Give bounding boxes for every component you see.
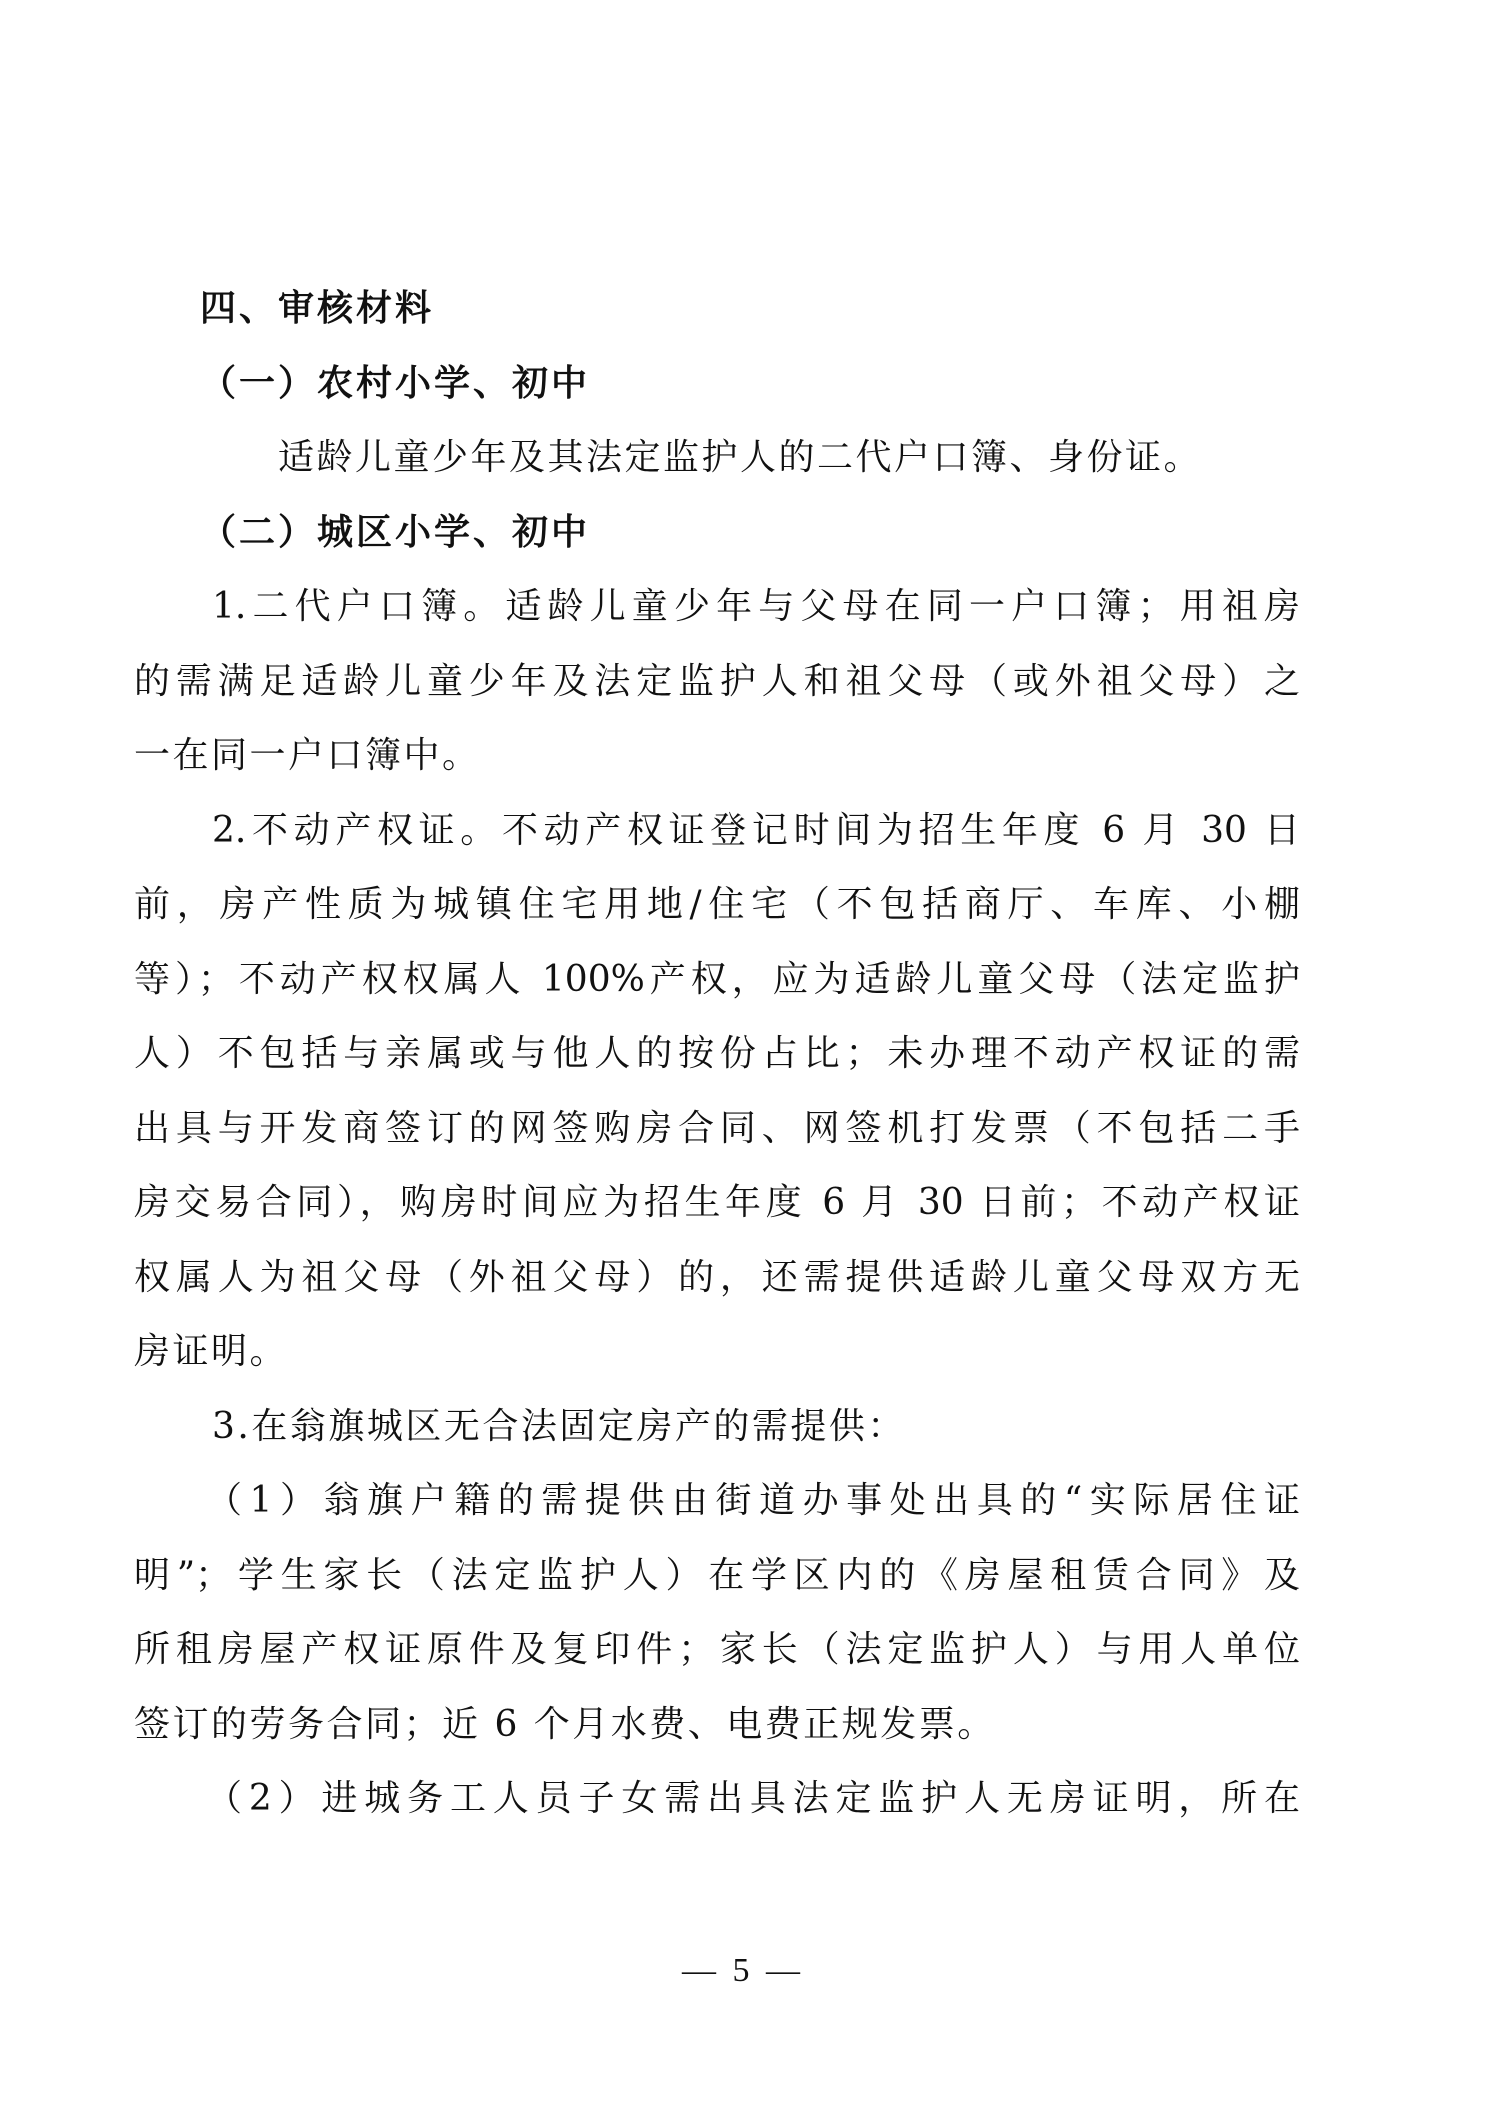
item2-line-5: 出具与开发商签订的网签购房合同、网签机打发票（不包括二手 [134, 1107, 1300, 1149]
item2-line-8: 房证明。 [134, 1331, 289, 1372]
item3-heading: 3.在翁旗城区无合法固定房产的需提供： [212, 1405, 906, 1447]
item2-line-6: 房交易合同），购房时间应为招生年度 6 月 30 日前；不动产权证 [134, 1182, 1300, 1223]
item3-sub2-line-1: （2）进城务工人员子女需出具法定监护人无房证明，所在 [206, 1778, 1300, 1819]
subsection-heading-urban: （二）城区小学、初中 [200, 511, 591, 553]
item2-line-4: 人）不包括与亲属或与他人的按份占比；未办理不动产权证的需 [134, 1033, 1300, 1074]
item2-line-2: 前，房产性质为城镇住宅用地/住宅（不包括商厅、车库、小棚 [134, 884, 1300, 925]
subsection-heading-rural: （一）农村小学、初中 [200, 362, 591, 404]
item3-sub1-line-1: （1）翁旗户籍的需提供由街道办事处出具的“实际居住证 [206, 1480, 1300, 1521]
item3-sub1-line-4: 签订的劳务合同；近 6 个月水费、电费正规发票。 [134, 1703, 996, 1745]
page-number: — 5 — [682, 1952, 804, 1989]
section-heading: 四、审核材料 [200, 288, 435, 329]
item2-line-1: 2.不动产权证。不动产权证登记时间为招生年度 6 月 30 日 [212, 809, 1300, 851]
item2-line-3: 等）；不动产权权属人 100%产权，应为适龄儿童父母（法定监护 [134, 958, 1300, 1000]
paragraph-rural: 适龄儿童少年及其法定监护人的二代户口簿、身份证。 [278, 437, 1203, 478]
item1-line-2: 的需满足适龄儿童少年及法定监护人和祖父母（或外祖父母）之 [134, 660, 1300, 702]
item1-line-3: 一在同一户口簿中。 [134, 735, 481, 776]
item3-sub1-line-2: 明”；学生家长（法定监护人）在学区内的《房屋租赁合同》及 [134, 1554, 1300, 1596]
item1-line-1: 1.二代户口簿。适龄儿童少年与父母在同一户口簿；用祖房 [212, 586, 1300, 627]
document-body [134, 272, 1300, 1837]
item3-sub1-line-3: 所租房屋产权证原件及复印件；家长（法定监护人）与用人单位 [134, 1629, 1300, 1670]
item2-line-7: 权属人为祖父母（外祖父母）的，还需提供适龄儿童父母双方无 [134, 1256, 1300, 1298]
